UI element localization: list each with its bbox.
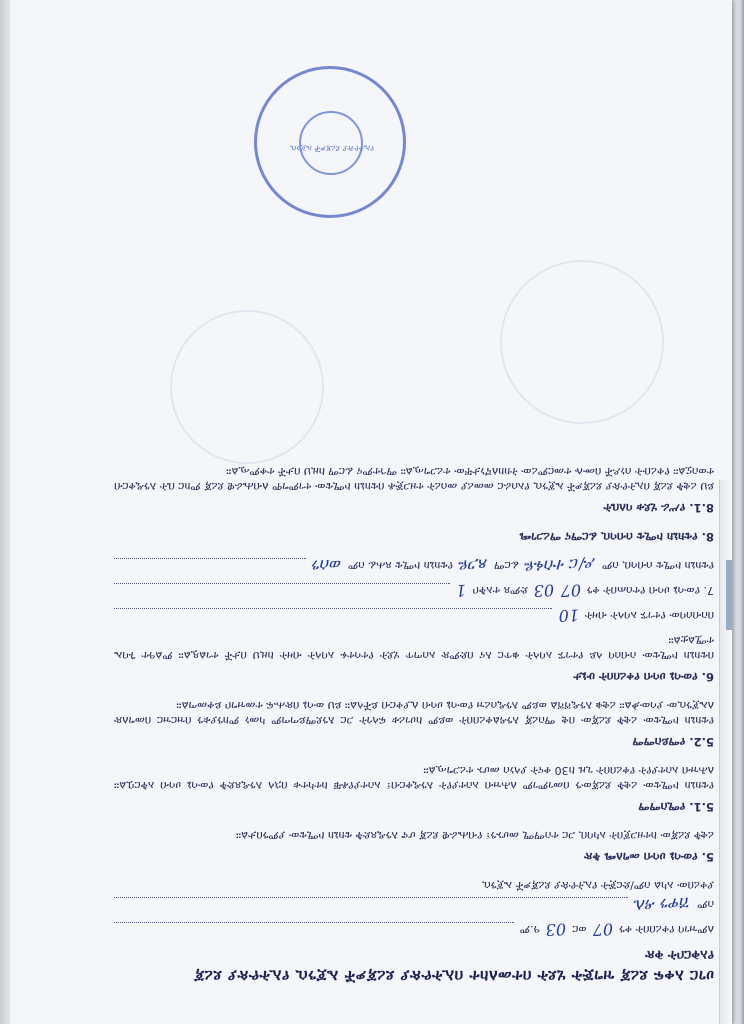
chair-name: ዶ/ር ተስፋዬ <box>524 554 597 577</box>
date-value: 07 <box>592 919 614 940</box>
section-6-text: በቴክኒክ ኮሚቴው ስብሰባ ላይ የተገኙ አባላት ቁጥር እና በድምጽ አሰጣጥ ሂደት የተሳተፉ አባላት ብዛት ከዚህ በታች ተገልጿል። ምልዓተ ጉባኤ ተሟልቷል። <box>114 634 714 662</box>
secretary-label: የቴክኒክ ኮሚቴ ጸሐፊ ስም <box>347 559 454 572</box>
secretary-signature: ወሰን <box>311 555 343 576</box>
stamp-text: የኢትዮጵያ ደረጃዎች ኤጀንሲ <box>290 144 374 153</box>
month-value: 03 <box>545 919 567 940</box>
section-6-heading: 6. የውሳኔ ሀሳብ የቀረበበት ሁኔታ <box>573 670 714 684</box>
document-subtitle: የአቅርቦት ቅጽ <box>645 947 714 962</box>
vote-label: 7. የውሳኔ ሀሳብ የተሰጠበት ቀን <box>586 584 714 597</box>
year-label: ዓ.ም <box>519 923 540 936</box>
abstain-value: 1 <box>455 580 467 601</box>
name-label: ስም <box>697 898 714 911</box>
section-5-2-heading: 5.2. የማይስማማ <box>632 735 714 749</box>
document-title: ሀገር አቀፍ ደረጃ ዝግጅት ሂደት በተመለከተ በኢትዮጵያ ደረጃዎች ኤጀንሲ የኢትዮጵያ ደረጃ <box>193 967 714 985</box>
month-label: ወር <box>572 923 587 936</box>
abstain-label: ድምጸ ተአቅቦ <box>472 584 528 597</box>
name-row <box>114 893 714 916</box>
section-8-1-heading: 8.1. የሥራ ሂደቱ ባለቤት <box>603 501 714 515</box>
position-line: ያቀረበው አካል ስም/ድርጅት የኢትዮጵያ ደረጃዎች ኤጀንሲ <box>481 879 714 892</box>
chair-label: የቴክኒክ ኮሚቴ ሰብሳቢ ስም <box>602 559 714 572</box>
vote-row <box>114 580 714 601</box>
attended-label: በስብሰባው የተገኙ አባላት ብዛት <box>584 609 714 622</box>
vote-value: 07 <box>559 580 582 601</box>
chair-row <box>114 554 714 577</box>
section-5-1-text: የቴክኒክ ኮሚቴው ረቂቅ ደረጃውን በመገምገም ለሕዝብ አስተያየት እንዲቀርብ፣ አስተያየቶቹ ከተካተቱ በኋላ እንዲጸድቅ የውሳኔ ሀሳብ አቅርቧል። ለሕዝብ አስተያየት የቀረበበት ጊዜ ከ30 ቀናት ያላነሰ መሆኑ ተረጋግጧል። <box>114 764 714 792</box>
name-value: ሽዋን ዳሌ <box>633 893 692 916</box>
attended-value: 10 <box>557 605 580 626</box>
official-stamp <box>254 66 406 218</box>
date-label: ለምዝገባ የቀረበበት ቀን <box>618 923 714 936</box>
section-8-text: ይህ ረቂቅ ደረጃ በኢትዮጵያ ደረጃዎች ኤጀንሲ የአሰራር መመሪያ መሰረት ተዘጋጅቶ በቴክኒክ ኮሚቴው ተገምግሞ ለብሔራዊ ደረጃ ምክር ቤት እንዲቀርብ ተወስኗል። የቀረቡት ሰነዶች በሙሉ ተመርምረው ትክክለኛነታቸው ተረጋግጧል። ማኅተምና ፊርማ ከዚህ በታች ተቀምጧል። <box>114 465 714 493</box>
section-5-text: ረቂቅ ደረጃው ከተዘጋጀበት አካባቢ ጋር ተስማሚ መሆኑን፣ የብሔራዊ ደረጃ ሆኖ እንዲጸድቅ ቴክኒክ ኮሚቴው ያምንበታል። <box>235 829 714 842</box>
section-5-heading: 5. የውሳኔ ሀሳብ መግለጫ ቅጽ <box>583 850 714 864</box>
vote-month: 03 <box>533 580 555 601</box>
section-5-1-heading: 5.1. የሚስማማ <box>638 800 714 814</box>
section-5-2-text: የቴክኒክ ኮሚቴው ረቂቅ ደረጃው በቂ ማስረጃ እንዳልቀረበበት ወይም ከሀገሪቱ ፍላጎት ጋር እንደማይጣጣም ካመነ ምክንያቱን በዝርዝር በመግለጽ ለኤጀንሲው ያሳውቃል። ረቂቁ እንዲሻሻል ወይም እንዲሰረዝ የውሳኔ ሀሳብ ሊያቀርብ ይችላል። ይህ ውሳኔ በጽሑፍ ተመዝግቦ ይቀመጣል። <box>114 699 714 727</box>
chair-sign-label: ፊርማ <box>494 559 519 572</box>
section-8-heading: 8. የቴክኒክ ኮሚቴ ሰብሳቢ ፊርማና ማረጋገጫ <box>519 530 714 544</box>
attendance-row <box>114 605 714 626</box>
chair-signature: ጸጋዬ <box>458 555 489 576</box>
date-row <box>114 919 714 940</box>
document-body <box>114 464 714 986</box>
